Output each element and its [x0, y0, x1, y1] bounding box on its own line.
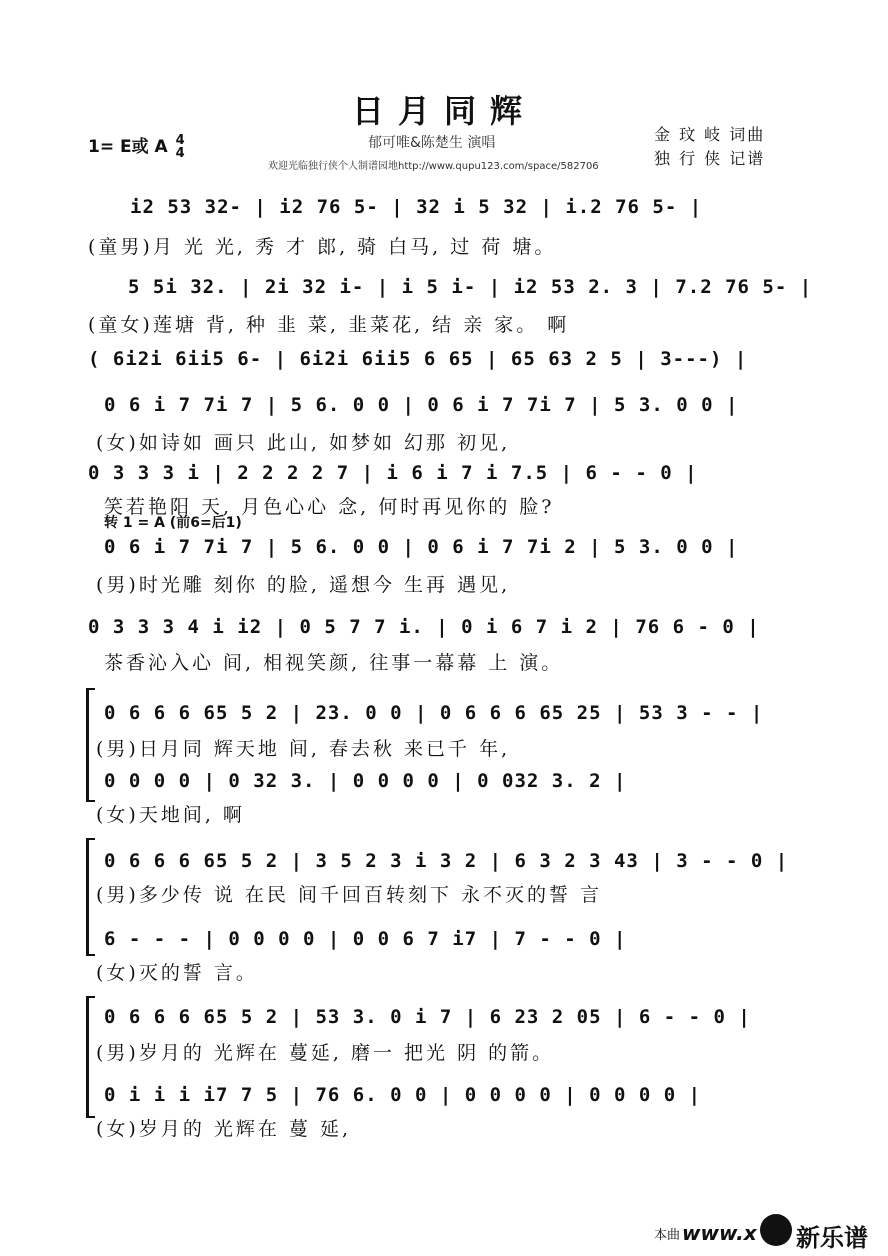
lyrics-line: (男)时光雕 刻你 的脸, 遥想今 生再 遇见,: [96, 574, 511, 596]
system-brace: [86, 838, 95, 956]
notation-line: 0 3 3 3 4 i i2 | 0 5 7 7 i. | 0 i 6 7 i 2 | 76 6 - 0 |: [88, 616, 760, 638]
notation-line: 0 0 0 0 | 0 32 3. | 0 0 0 0 | 0 032 3. 2 |: [104, 770, 627, 792]
welcome-text: 欢迎光临独行侠个人制谱园地http://www.qupu123.com/space/582706: [268, 161, 599, 172]
time-sig-top: 4: [175, 133, 185, 148]
singers: 郁可唯&陈楚生 演唱: [368, 135, 496, 151]
lyrics-line: (男)日月同 辉天地 间, 春去秋 来已千 年,: [96, 738, 511, 760]
notation-line: 0 6 i 7 7i 7 | 5 6. 0 0 | 0 6 i 7 7i 7 | 5 3. 0 0 |: [104, 394, 739, 416]
lyrics-line: (女)如诗如 画只 此山, 如梦如 幻那 初见,: [96, 432, 511, 454]
record-disc-icon: [760, 1214, 792, 1246]
footer-site-link[interactable]: www.x: [682, 1221, 757, 1245]
notation-line: i2 53 32- | i2 76 5- | 32 i 5 32 | i.2 76 5- |: [130, 196, 703, 218]
modulation-mark: 转 1 = A (前6=后1): [104, 515, 242, 531]
system-brace: [86, 688, 95, 802]
notation-line: 5 5i 32. | 2i 32 i- | i 5 i- | i2 53 2. 3 | 7.2 76 5- |: [128, 276, 813, 298]
notation-line: 6 - - - | 0 0 0 0 | 0 0 6 7 i7 | 7 - - 0 |: [104, 928, 627, 950]
notation-line: ( 6i2i 6ii5 6- | 6i2i 6ii5 6 65 | 65 63 2 5 | 3---) |: [88, 348, 748, 370]
time-signature: [176, 134, 185, 160]
footer-text: 本曲: [654, 1228, 681, 1243]
page-title: 日月同辉: [351, 92, 536, 130]
key-label: 1= E或 A: [88, 137, 168, 157]
notation-line: 0 6 6 6 65 5 2 | 3 5 2 3 i 3 2 | 6 3 2 3 43 | 3 - - 0 |: [104, 850, 789, 872]
notation-line: 0 6 6 6 65 5 2 | 53 3. 0 i 7 | 6 23 2 05 | 6 - - 0 |: [104, 1006, 751, 1028]
time-sig-bottom: 4: [175, 146, 185, 161]
lyrics-line: 笑若艳阳 天, 月色心心 念, 何时再见你的 脸?: [104, 496, 555, 518]
notation-line: 0 6 6 6 65 5 2 | 23. 0 0 | 0 6 6 6 65 25 | 53 3 - - |: [104, 702, 764, 724]
lyrics-line: (男)岁月的 光辉在 蔓延, 磨一 把光 阴 的箭。: [96, 1042, 555, 1064]
lyrics-line: (男)多少传 说 在民 间千回百转刻下 永不灭的誓 言: [96, 884, 603, 906]
lyrics-line: (女)岁月的 光辉在 蔓 延,: [96, 1118, 351, 1140]
lyrics-line: (女)天地间, 啊: [96, 804, 245, 826]
credit-notation: 独 行 侠 记谱: [654, 149, 766, 168]
notation-line: 0 6 i 7 7i 7 | 5 6. 0 0 | 0 6 i 7 7i 2 | 5 3. 0 0 |: [104, 536, 739, 558]
notation-line: 0 i i i i7 7 5 | 76 6. 0 0 | 0 0 0 0 | 0 0 0 0 |: [104, 1084, 702, 1106]
key-signature: [88, 132, 185, 160]
notation-line: 0 3 3 3 i | 2 2 2 2 7 | i 6 i 7 i 7.5 | 6 - - 0 |: [88, 462, 698, 484]
lyrics-line: (童女)莲塘 背, 种 韭 菜, 韭菜花, 结 亲 家。 啊: [88, 314, 570, 336]
lyrics-line: 茶香沁入心 间, 相视笑颜, 往事一幕幕 上 演。: [104, 652, 564, 674]
logo-text: 新乐谱: [796, 1224, 868, 1252]
lyrics-line: (童男)月 光 光, 秀 才 郎, 骑 白马, 过 荷 塘。: [88, 236, 557, 258]
credit-words-music: 金 玟 岐 词曲: [654, 125, 766, 144]
lyrics-line: (女)灭的誓 言。: [96, 962, 258, 984]
system-brace: [86, 996, 95, 1118]
